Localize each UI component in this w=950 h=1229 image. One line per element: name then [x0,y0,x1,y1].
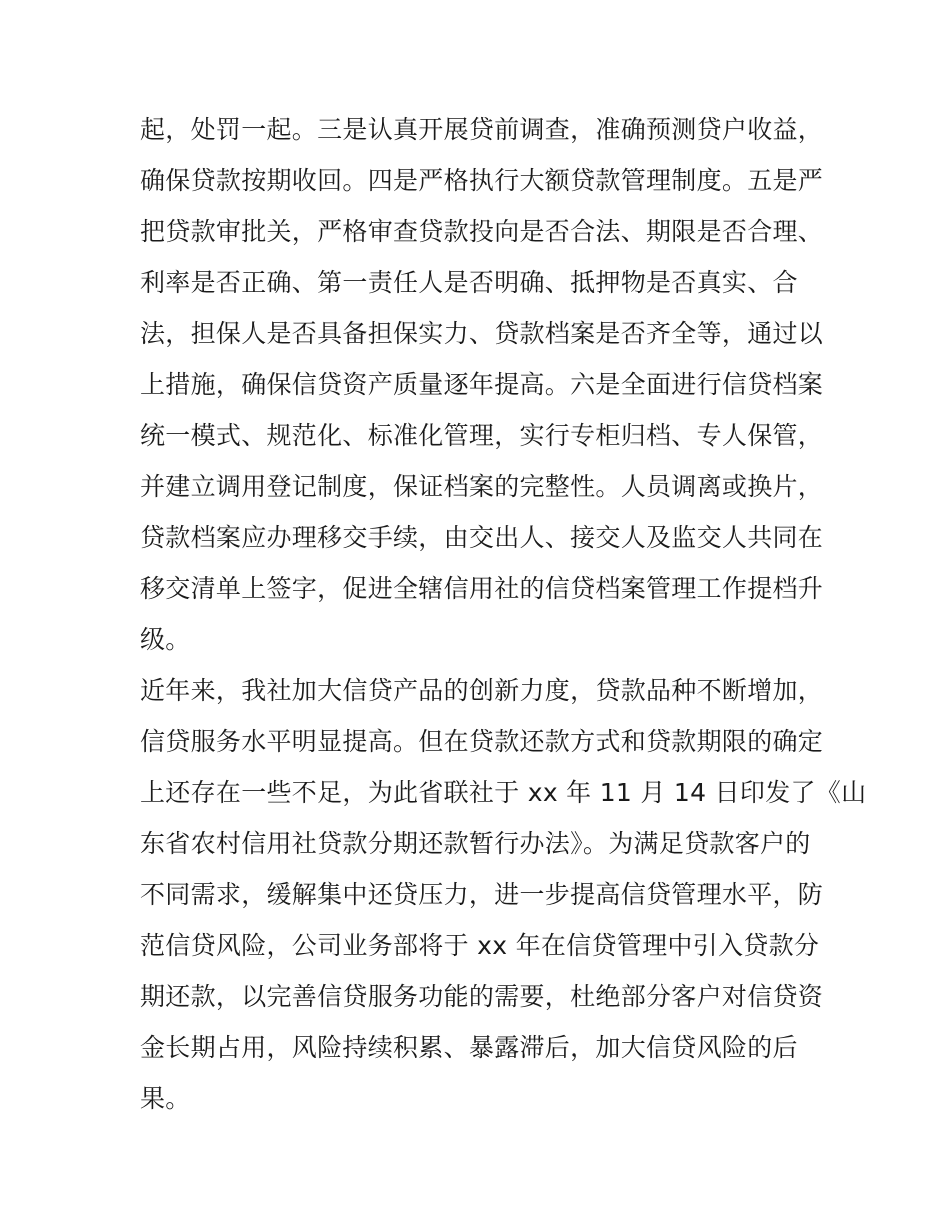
text-line: 法，担保人是否具备担保实力、贷款档案是否齐全等，通过以 [140,319,824,348]
text-line: 近年来，我社加大信贷产品的创新力度，贷款品种不断增加， [140,676,824,705]
text-line: 统一模式、规范化、标准化管理，实行专柜归档、专人保管， [140,421,824,450]
text-line: 上措施，确保信贷资产质量逐年提高。六是全面进行信贷档案 [140,370,824,399]
text-line: 信贷服务水平明显提高。但在贷款还款方式和贷款期限的确定 [140,727,824,756]
text-line: 并建立调用登记制度，保证档案的完整性。人员调离或换片， [140,472,824,501]
text-line: 上还存在一些不足，为此省联社于 xx 年 11 月 14 日印发了《山 [140,778,867,807]
text-line: 果。 [140,1084,191,1113]
text-line: 金长期占用，风险持续积累、暴露滞后，加大信贷风险的后 [140,1033,798,1062]
text-line: 贷款档案应办理移交手续，由交出人、接交人及监交人共同在 [140,523,824,552]
text-line: 东省农村信用社贷款分期还款暂行办法》。为满足贷款客户的 [140,829,811,858]
paragraph-installment-repayment [140,665,867,1124]
text-line: 利率是否正确、第一责任人是否明确、抵押物是否真实、合 [140,268,798,297]
text-line: 确保贷款按期收回。四是严格执行大额贷款管理制度。五是严 [140,166,824,195]
text-line: 起，处罚一起。三是认真开展贷前调查，准确预测贷户收益， [140,115,824,144]
text-line: 级。 [140,625,191,654]
text-line: 期还款，以完善信贷服务功能的需要，杜绝部分客户对信贷资 [140,982,824,1011]
text-line: 不同需求，缓解集中还贷压力，进一步提高信贷管理水平，防 [140,880,824,909]
paragraph-credit-management [140,104,824,665]
text-line: 把贷款审批关，严格审查贷款投向是否合法、期限是否合理、 [140,217,824,246]
text-line: 移交清单上签字，促进全辖信用社的信贷档案管理工作提档升 [140,574,824,603]
text-line: 范信贷风险，公司业务部将于 xx 年在信贷管理中引入贷款分 [140,931,820,960]
